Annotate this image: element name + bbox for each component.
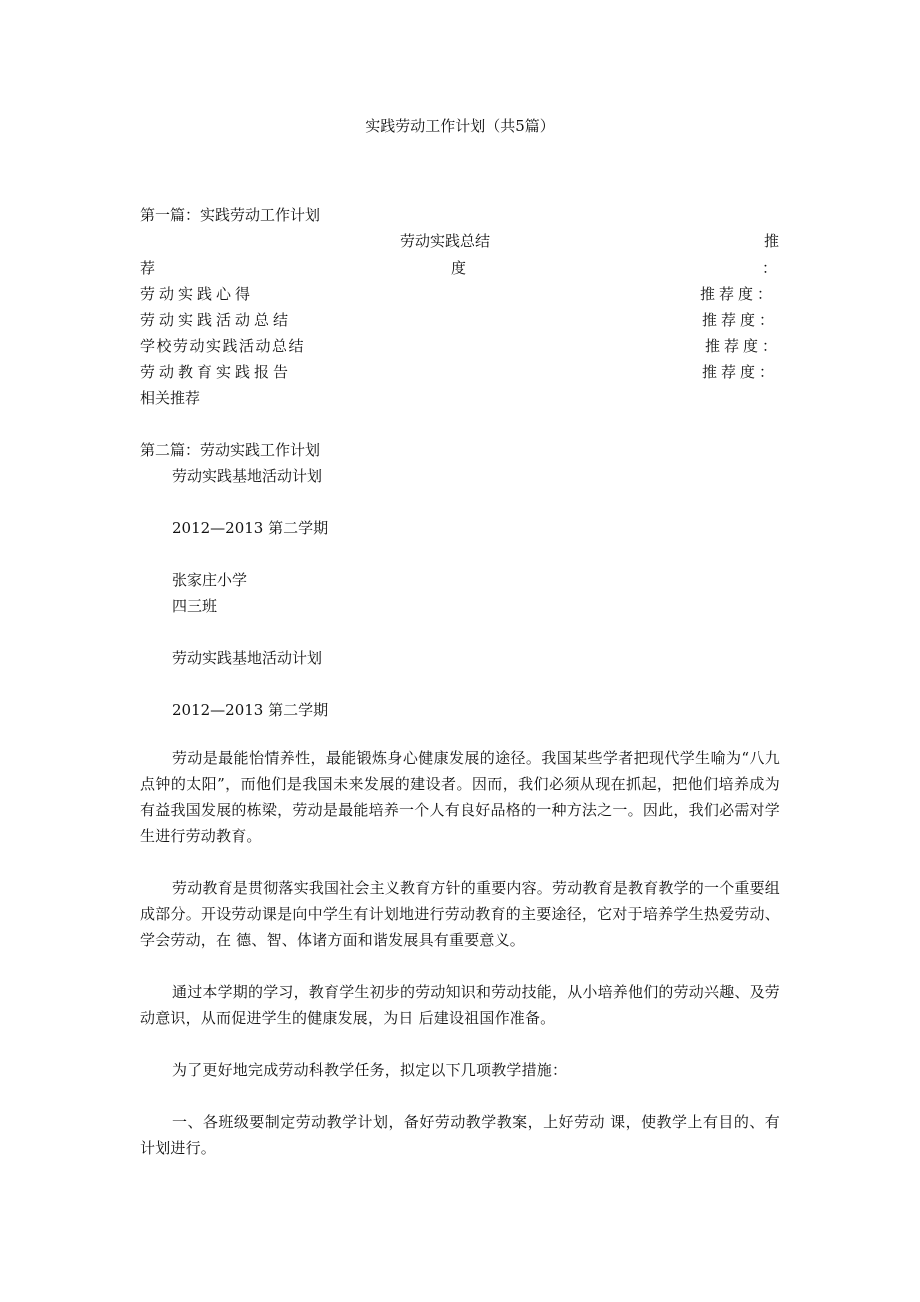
school-name: 张家庄小学 [172,571,248,589]
plan-title-2: 劳动实践基地活动计划 [172,649,323,667]
toc-item-1-title: 劳动实践心得 [140,285,255,303]
semester-2: 2012—2013 第二学期 [172,701,329,719]
semester-1: 2012—2013 第二学期 [172,519,329,537]
plan-title-1: 劳动实践基地活动计划 [172,467,323,485]
document-title: 实践劳动工作计划（共5篇） [365,117,555,135]
toc-item-2-title: 劳动实践活动总结 [140,311,293,329]
toc-tuijian-char1: 推 [764,232,780,250]
toc-item-2-rating: 推荐度： [702,311,779,329]
part1-heading: 第一篇：实践劳动工作计划 [140,206,321,224]
class-name: 四三班 [172,597,218,615]
part2-heading: 第二篇：劳动实践工作计划 [140,441,321,459]
paragraph-4: 为了更好地完成劳动科教学任务，拟定以下几项教学措施： [172,1061,568,1079]
paragraph-5: 一、各班级要制定劳动教学计划，备好劳动教学教案，上好劳动 课，使教学上有目的、有计划进行。 [140,1113,780,1157]
toc-item-4-rating: 推荐度： [702,363,779,381]
toc-tuijian-char2: 荐 [140,259,156,277]
related-recommendations: 相关推荐 [140,389,201,407]
toc-item-1-rating: 推荐度： [700,285,777,303]
toc-item-4-title: 劳动教育实践报告 [140,363,293,381]
toc-item-3-rating: 推荐度： [705,337,782,355]
paragraph-1: 劳动是最能怡情养性，最能锻炼身心健康发展的途径。我国某些学者把现代学生喻为“八九点钟的太阳”，而他们是我国未来发展的建设者。因而，我们必须从现在抓起，把他们培养成为有益我国发展的栋梁，劳动是最能培养一个人有良好品格的一种方法之一。因此，我们必需对学生进行劳动教育。 [140,749,780,845]
toc-du-char: 度 [451,259,467,277]
toc-colon: ： [762,259,778,277]
paragraph-3: 通过本学期的学习，教育学生初步的劳动知识和劳动技能，从小培养他们的劳动兴趣、及劳动意识，从而促进学生的健康发展，为日 后建设祖国作准备。 [140,983,781,1027]
toc-item-3-title: 学校劳动实践活动总结 [140,337,306,355]
toc-title: 劳动实践总结 [400,232,491,250]
paragraph-2: 劳动教育是贯彻落实我国社会主义教育方针的重要内容。劳动教育是教育教学的一个重要组成部分。开设劳动课是向中学生有计划地进行劳动教育的主要途径，它对于培养学生热爱劳动、学会劳动，在 德、智、体诸方面和谐发展具有重要意义。 [140,879,781,949]
